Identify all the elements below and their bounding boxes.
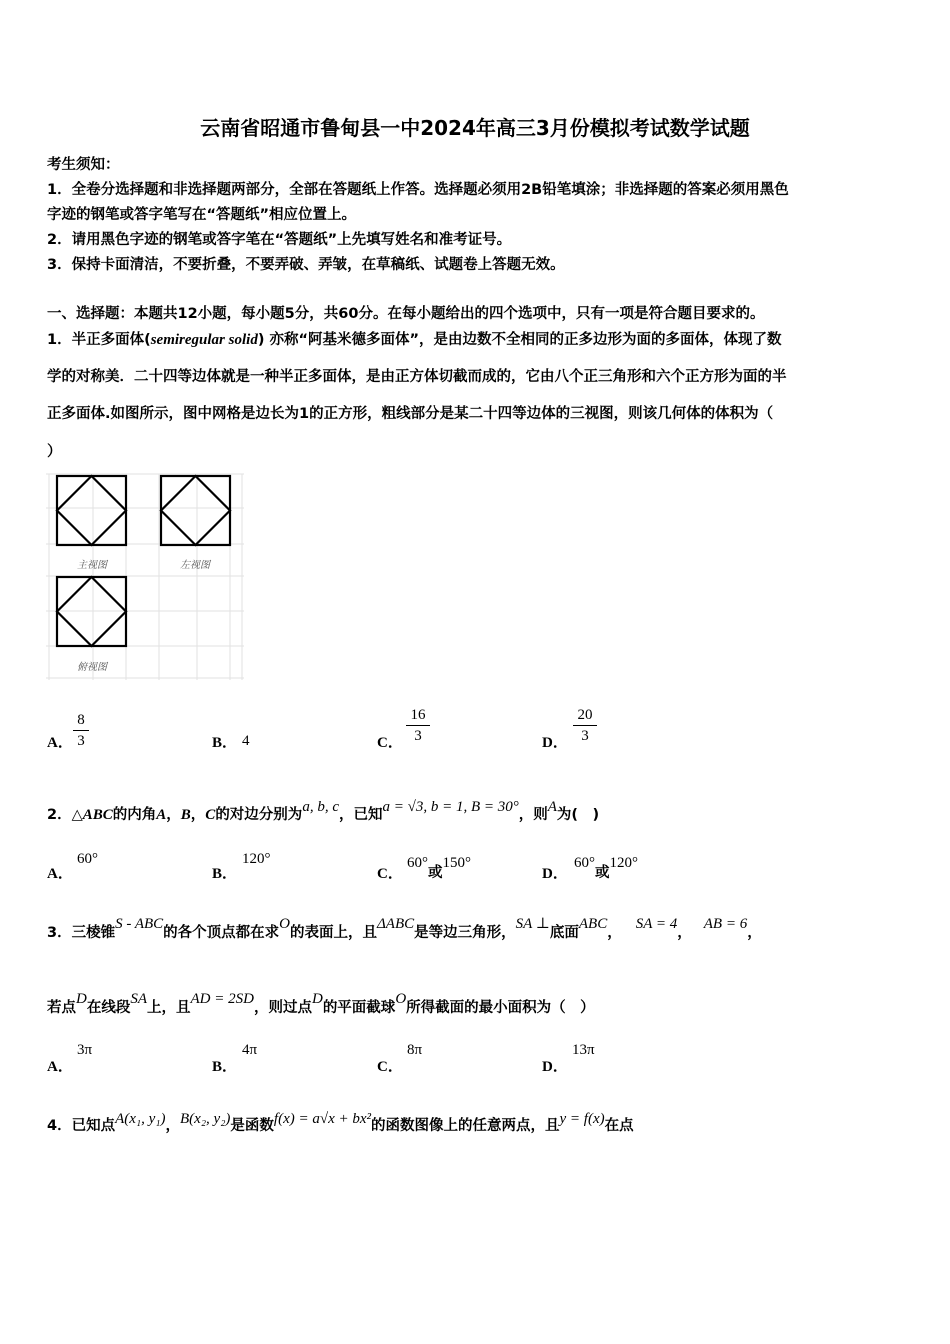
q3-option-d-label[interactable]: D． — [542, 1059, 568, 1075]
q1-line-1: 1．半正多面体(semiregular solid) 亦称“阿基米德多面体”，是由边数不全相同的正多边形为面的多面体，体现了数 — [47, 332, 782, 348]
q2-option-c-label[interactable]: C． — [377, 866, 403, 882]
q2-option-a-label[interactable]: A． — [47, 866, 73, 882]
q1-option-d-label[interactable]: D． — [542, 735, 568, 751]
q3-option-c-value: 8π — [407, 1042, 423, 1058]
q2-option-b-label[interactable]: B． — [212, 866, 238, 882]
q3-option-b-value: 4π — [242, 1042, 258, 1058]
notice-item-1-line-1: 1．全卷分选择题和非选择题两部分，全部在答题纸上作答。选择题必须用2B铅笔填涂；非选择题的答案必须用黑色 — [47, 182, 789, 198]
notice-item-3: 3．保持卡面清洁，不要折叠，不要弄破、弄皱，在草稿纸、试题卷上答题无效。 — [47, 257, 565, 273]
notice-heading: 考生须知： — [47, 157, 120, 173]
q2-stem: 2．△ABC的内角A，B，C的对边分别为a, b, c，已知a = √3, b = 1, B = 30°，则A为( ) — [47, 799, 600, 823]
q4-stem: 4．已知点A(x₁, y₁)，B(x₂, y₂)是函数f(x) = a√x + bx²的函数图像上的任意两点，且y = f(x)在点 — [47, 1111, 634, 1134]
q2-option-d-label[interactable]: D． — [542, 866, 568, 882]
notice-item-2: 2．请用黑色字迹的钢笔或答字笔在“答题纸”上先填写姓名和准考证号。 — [47, 232, 512, 248]
q1-option-a-label[interactable]: A． — [47, 735, 73, 751]
q2-option-d-value: 60°或120° — [574, 855, 638, 881]
page-title: 云南省昭通市鲁甸县一中2024年高三3月份模拟考试数学试题 — [200, 116, 750, 140]
q3-option-c-label[interactable]: C． — [377, 1059, 403, 1075]
q2-option-a-value: 60° — [77, 851, 98, 867]
q1-option-c-label[interactable]: C． — [377, 735, 403, 751]
q3-option-b-label[interactable]: B． — [212, 1059, 238, 1075]
q2-option-c-value: 60°或150° — [407, 855, 471, 881]
q1-line-2: 学的对称美．二十四等边体就是一种半正多面体，是由正方体切截而成的，它由八个正三角形和六个正方形为面的半 — [47, 369, 787, 385]
q1-option-c-value: 16 3 — [406, 706, 430, 745]
q3-line-2: 若点D在线段SA上，且AD = 2SD，则过点D的平面截球O所得截面的最小面积为（ ） — [47, 991, 595, 1016]
q1-option-b-label[interactable]: B． — [212, 735, 238, 751]
q1-option-d-value: 20 3 — [573, 706, 597, 745]
top-view-label: 俯视图 — [77, 662, 107, 673]
front-view-label: 主视图 — [77, 560, 107, 571]
q1-option-a-value: 8 3 — [73, 711, 89, 750]
three-views-figure — [46, 472, 246, 682]
side-view-outline — [161, 476, 230, 545]
q1-option-b-value: 4 — [242, 733, 250, 749]
q3-option-a-label[interactable]: A． — [47, 1059, 73, 1075]
q1-line-3: 正多面体.如图所示，图中网格是边长为1的正方形，粗线部分是某二十四等边体的三视图，则该几何体的体积为（ — [47, 406, 774, 422]
front-view-outline — [57, 476, 126, 545]
section-heading: 一、选择题：本题共12小题，每小题5分，共60分。在每小题给出的四个选项中，只有一项是符合题目要求的。 — [47, 306, 765, 322]
notice-item-1-line-2: 字迹的钢笔或答字笔写在“答题纸”相应位置上。 — [47, 207, 357, 223]
q3-option-a-value: 3π — [77, 1042, 93, 1058]
q3-line-1: 3．三棱锥S - ABC的各个顶点都在求O的表面上，且ΔABC是等边三角形，SA ⊥底面ABC，SA = 4，AB = 6， — [47, 916, 762, 941]
q1-line-4: ） — [47, 444, 62, 460]
q3-option-d-value: 13π — [572, 1042, 595, 1058]
q2-option-b-value: 120° — [242, 851, 271, 867]
side-view-label: 左视图 — [180, 560, 210, 571]
